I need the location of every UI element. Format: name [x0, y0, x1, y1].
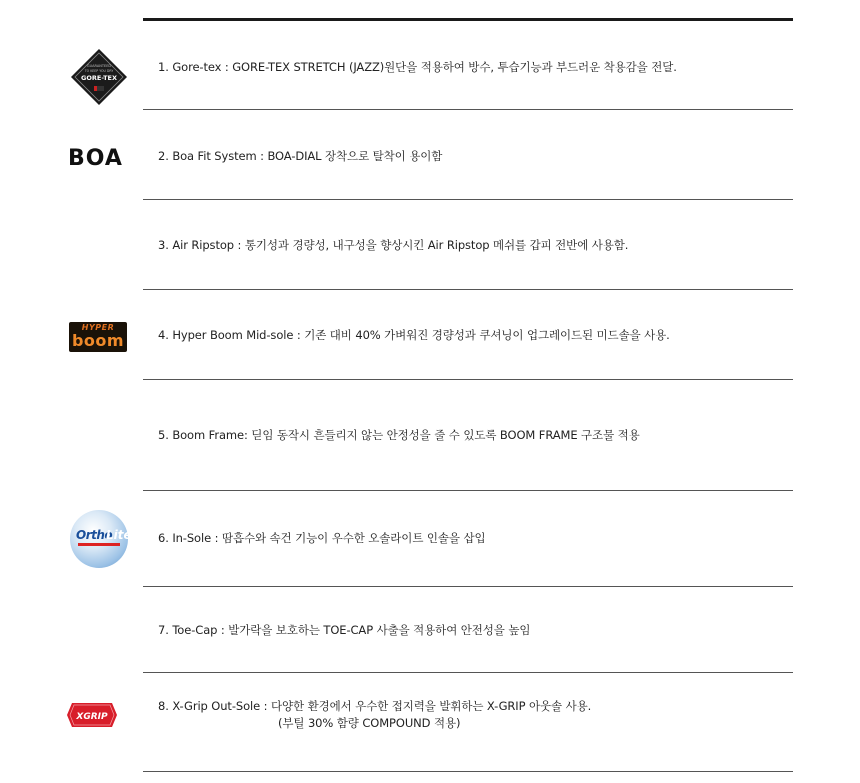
feature-row-boom-frame [0, 380, 860, 491]
feature-text-line2: (부틸 30% 함량 COMPOUND 적용) [278, 716, 461, 730]
feature-text: 3. Air Ripstop : 통기성과 경량성, 내구성을 향상시킨 Air Ripstop 메쉬를 갑피 전반에 사용함. [158, 238, 629, 252]
goretex-logo [70, 48, 128, 106]
feature-row-x-grip [0, 673, 860, 772]
feature-row-boa [0, 110, 860, 200]
hyper-boom-logo [69, 322, 127, 352]
boa-logo: BOA [68, 146, 123, 171]
feature-text: 5. Boom Frame: 딛임 동작시 흔들리지 않는 안정성을 줄 수 있도록 BOOM FRAME 구조물 적용 [158, 428, 640, 442]
svg-text:XGRIP: XGRIP [76, 712, 108, 722]
feature-row-gore-tex [0, 21, 860, 110]
feature-text: 2. Boa Fit System : BOA-DIAL 장착으로 탈착이 용이함 [158, 149, 443, 163]
feature-text-line1: 8. X-Grip Out-Sole : 다양한 환경에서 우수한 접지력을 발휘하는 X-GRIP 아웃솔 사용. [158, 699, 592, 713]
feature-text: 7. Toe-Cap : 발가락을 보호하는 TOE-CAP 사출을 적용하여 안전성을 높임 [158, 623, 531, 637]
feature-text [158, 698, 591, 732]
ortholite-logo-a: Ortho [76, 528, 113, 542]
feature-row-toe-cap [0, 587, 860, 673]
ortholite-logo [70, 510, 132, 568]
hyper-boom-logo-top: HYPER [81, 323, 115, 332]
feature-text: 1. Gore-tex : GORE-TEX STRETCH (JAZZ)원단을 적용하여 방수, 투습기능과 부드러운 착용감을 전달. [158, 60, 677, 74]
feature-text: 4. Hyper Boom Mid-sole : 기존 대비 40% 가벼워진 경량성과 쿠셔닝이 업그레이드된 미드솔을 사용. [158, 328, 670, 342]
svg-text:TO KEEP YOU DRY: TO KEEP YOU DRY [84, 69, 114, 73]
svg-text:GORE-TEX: GORE-TEX [81, 74, 117, 82]
ortholite-logo-bar [78, 543, 120, 546]
feature-row-hyper-boom [0, 290, 860, 380]
ortholite-logo-b: Lite [106, 528, 132, 542]
row-separator [143, 771, 793, 772]
x-grip-logo [66, 702, 118, 728]
feature-text: 6. In-Sole : 땀흡수와 속건 기능이 우수한 오솔라이트 인솔을 삽입 [158, 531, 486, 545]
feature-row-air-ripstop [0, 200, 860, 290]
svg-text:GUARANTEED: GUARANTEED [86, 64, 112, 68]
hyper-boom-logo-bottom: boom [71, 331, 125, 350]
